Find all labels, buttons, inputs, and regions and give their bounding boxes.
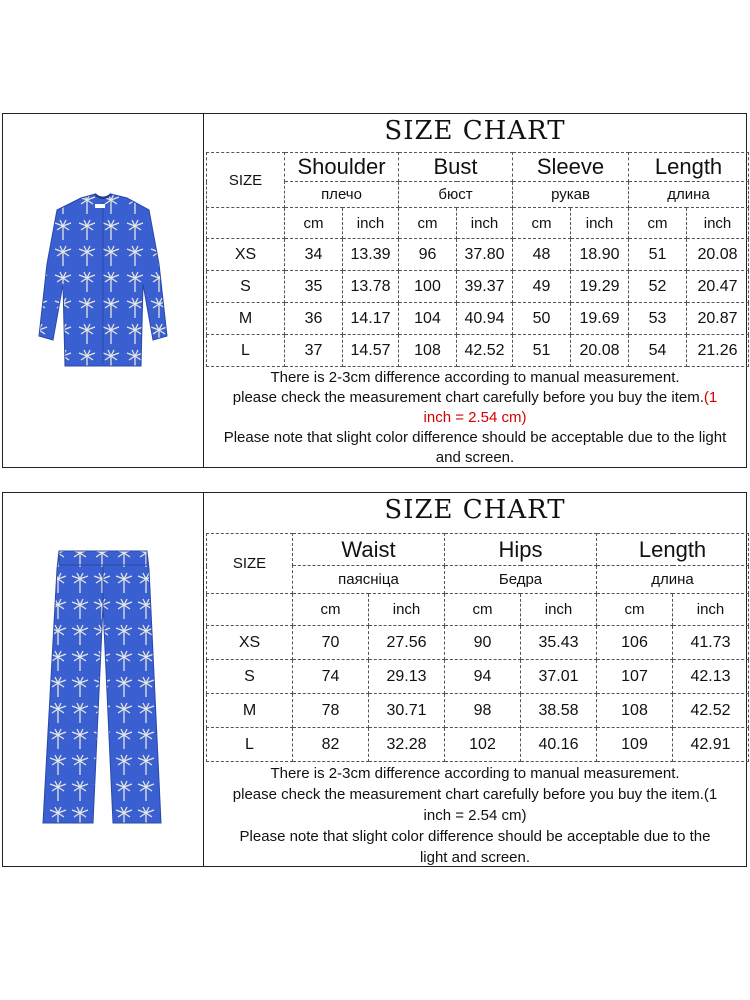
column-shoulder: Shoulder: [285, 153, 399, 182]
column-hips: Hips: [445, 534, 597, 566]
value-cell: 51: [513, 335, 571, 367]
value-cell: 102: [445, 728, 521, 762]
value-cell: 36: [285, 303, 343, 335]
value-cell: 42.91: [673, 728, 749, 762]
value-cell: 42.52: [457, 335, 513, 367]
value-cell: 29.13: [369, 660, 445, 694]
table-row: [207, 335, 749, 367]
column-waist: Waist: [293, 534, 445, 566]
size-header: SIZE: [207, 153, 285, 208]
value-cell: 19.29: [571, 271, 629, 303]
size-cell: S: [207, 660, 293, 694]
value-cell: 90: [445, 626, 521, 660]
unit-empty-cell: [207, 208, 285, 239]
shirt-image: [3, 114, 203, 467]
value-cell: 98: [445, 694, 521, 728]
value-cell: 19.69: [571, 303, 629, 335]
value-cell: 100: [399, 271, 457, 303]
value-cell: 20.08: [571, 335, 629, 367]
value-cell: 42.52: [673, 694, 749, 728]
column-length: Length: [597, 534, 749, 566]
value-cell: 35: [285, 271, 343, 303]
note-inch-conversion-start: (1: [703, 389, 718, 406]
note-color-difference-end: light and screen.: [419, 849, 531, 866]
value-cell: 74: [293, 660, 369, 694]
shirt-size-panel: [2, 113, 747, 468]
value-cell: 41.73: [673, 626, 749, 660]
value-cell: 52: [629, 271, 687, 303]
value-cell: 42.13: [673, 660, 749, 694]
value-cell: 18.90: [571, 239, 629, 271]
value-cell: 39.37: [457, 271, 513, 303]
value-cell: 78: [293, 694, 369, 728]
value-cell: 20.87: [687, 303, 749, 335]
column-bust-ru: бюст: [399, 182, 513, 208]
value-cell: 38.58: [521, 694, 597, 728]
trousers-size-panel: [2, 492, 747, 867]
value-cell: 37.80: [457, 239, 513, 271]
value-cell: 107: [597, 660, 673, 694]
note-check-text: please check the measurement chart carefully before you buy the item.: [232, 389, 704, 406]
value-cell: 106: [597, 626, 673, 660]
trousers-image-cell: [3, 493, 204, 866]
value-cell: 40.16: [521, 728, 597, 762]
size-cell: M: [207, 694, 293, 728]
unit-cm: cm: [293, 594, 369, 626]
chart-title: SIZE CHART: [384, 495, 566, 525]
note-color-difference: Please note that slight color difference should be acceptable due to the light: [223, 429, 727, 446]
unit-row: [207, 594, 749, 626]
unit-inch: inch: [369, 594, 445, 626]
column-length-ru: длина: [597, 566, 749, 594]
note-check-chart: please check the measurement chart carefully before you buy the item.(1: [232, 786, 718, 803]
unit-inch: inch: [673, 594, 749, 626]
size-cell: XS: [207, 239, 285, 271]
translation-row: [207, 182, 749, 208]
value-cell: 109: [597, 728, 673, 762]
table-row: [207, 303, 749, 335]
column-bust: Bust: [399, 153, 513, 182]
unit-inch: inch: [343, 208, 399, 239]
size-cell: L: [207, 335, 285, 367]
trousers-chart: [204, 493, 746, 866]
value-cell: 94: [445, 660, 521, 694]
value-cell: 51: [629, 239, 687, 271]
value-cell: 37.01: [521, 660, 597, 694]
unit-cm: cm: [629, 208, 687, 239]
table-row: [207, 694, 749, 728]
header-row: [207, 153, 749, 182]
note-inch-conversion: inch = 2.54 cm): [423, 807, 527, 824]
shirt-chart: [204, 114, 746, 467]
note-check-chart: [204, 388, 746, 408]
table-row: [207, 728, 749, 762]
note-color-difference-end: and screen.: [435, 449, 515, 466]
header-row: [207, 534, 749, 566]
value-cell: 13.39: [343, 239, 399, 271]
unit-row: [207, 208, 749, 239]
trousers-image: [3, 493, 203, 866]
value-cell: 53: [629, 303, 687, 335]
value-cell: 30.71: [369, 694, 445, 728]
shirt-image-cell: [3, 114, 204, 467]
unit-inch: inch: [521, 594, 597, 626]
size-cell: L: [207, 728, 293, 762]
value-cell: 48: [513, 239, 571, 271]
value-cell: 20.08: [687, 239, 749, 271]
value-cell: 13.78: [343, 271, 399, 303]
unit-inch: inch: [687, 208, 749, 239]
table-row: [207, 271, 749, 303]
table-row: [207, 660, 749, 694]
unit-inch: inch: [571, 208, 629, 239]
note-measurement: There is 2-3cm difference according to manual measurement.: [270, 369, 680, 386]
unit-cm: cm: [597, 594, 673, 626]
value-cell: 27.56: [369, 626, 445, 660]
unit-empty-cell: [207, 594, 293, 626]
value-cell: 104: [399, 303, 457, 335]
notes-block: [204, 763, 746, 868]
size-cell: XS: [207, 626, 293, 660]
value-cell: 50: [513, 303, 571, 335]
unit-inch: inch: [457, 208, 513, 239]
value-cell: 108: [399, 335, 457, 367]
value-cell: 35.43: [521, 626, 597, 660]
size-header: SIZE: [207, 534, 293, 594]
column-shoulder-ru: плечо: [285, 182, 399, 208]
column-length-ru: длина: [629, 182, 749, 208]
column-hips-ru: Бедра: [445, 566, 597, 594]
value-cell: 70: [293, 626, 369, 660]
unit-cm: cm: [285, 208, 343, 239]
value-cell: 96: [399, 239, 457, 271]
table-row: [207, 239, 749, 271]
unit-cm: cm: [513, 208, 571, 239]
note-measurement: There is 2-3cm difference according to manual measurement.: [270, 765, 680, 782]
value-cell: 108: [597, 694, 673, 728]
value-cell: 32.28: [369, 728, 445, 762]
value-cell: 21.26: [687, 335, 749, 367]
trousers-size-table: [206, 533, 749, 762]
value-cell: 40.94: [457, 303, 513, 335]
shirt-size-table: [206, 152, 749, 367]
value-cell: 54: [629, 335, 687, 367]
column-waist-ru: паясніца: [293, 566, 445, 594]
chart-title: SIZE CHART: [384, 116, 566, 146]
note-inch-conversion: inch = 2.54 cm): [423, 409, 527, 426]
table-row: [207, 626, 749, 660]
value-cell: 14.57: [343, 335, 399, 367]
value-cell: 14.17: [343, 303, 399, 335]
value-cell: 82: [293, 728, 369, 762]
value-cell: 49: [513, 271, 571, 303]
note-color-difference: Please note that slight color difference should be acceptable due to the: [239, 828, 711, 845]
value-cell: 34: [285, 239, 343, 271]
unit-cm: cm: [399, 208, 457, 239]
value-cell: 37: [285, 335, 343, 367]
column-length: Length: [629, 153, 749, 182]
column-sleeve-ru: рукав: [513, 182, 629, 208]
unit-cm: cm: [445, 594, 521, 626]
size-cell: M: [207, 303, 285, 335]
size-cell: S: [207, 271, 285, 303]
notes-block: [204, 368, 746, 468]
column-sleeve: Sleeve: [513, 153, 629, 182]
value-cell: 20.47: [687, 271, 749, 303]
